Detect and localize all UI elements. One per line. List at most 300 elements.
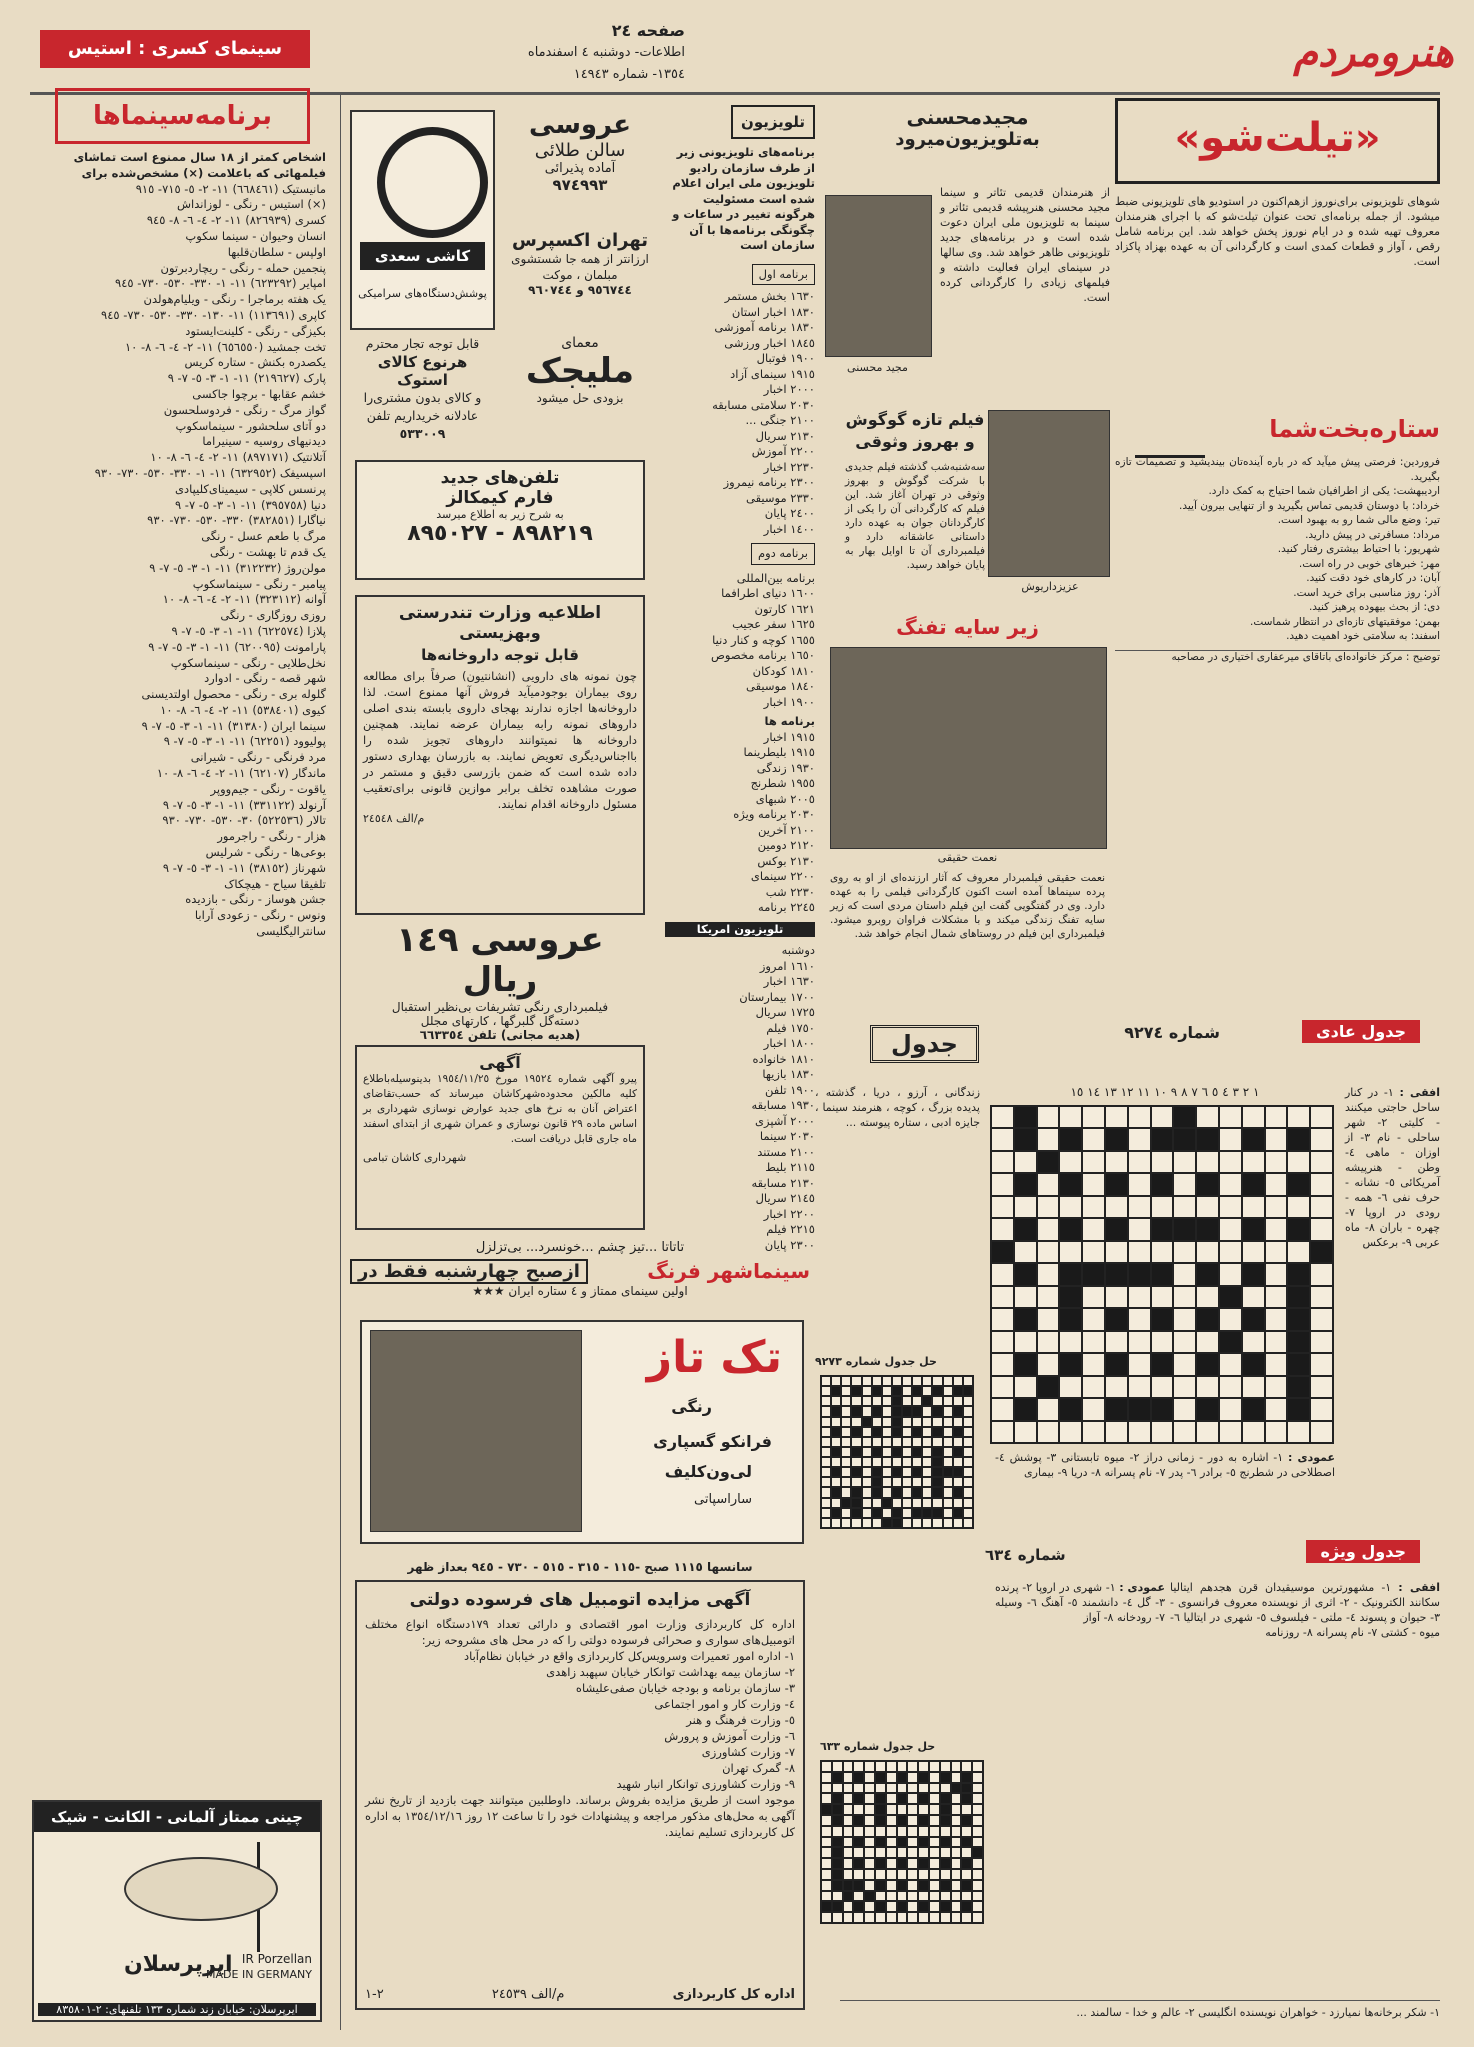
mohseni-article (825, 105, 1110, 405)
stock-line3: و کالای بدون مشتری‌را (363, 390, 482, 405)
special-crossword (815, 1540, 1440, 2030)
wedding2-ad (355, 920, 645, 1040)
grid-cell (952, 1848, 961, 1857)
googoosh-caption: عزیزداریوش (1021, 580, 1079, 593)
grid-cell (822, 1913, 831, 1922)
tv-item: ١٩٣٠ مسابقه (751, 1098, 815, 1112)
grid-cell (1311, 1242, 1332, 1262)
listing-item: بکیزگی - رنگی - کلینت‌ایستود (185, 323, 326, 338)
grid-cell (933, 1397, 941, 1405)
grid-cell (1015, 1422, 1036, 1442)
grid-cell (1243, 1242, 1264, 1262)
grid-cell (844, 1762, 853, 1771)
grid-cell (1243, 1354, 1264, 1374)
horoscope-footer: توضیح : مرکز خانواده‌ای باتاقای میرعفاری اختیاری در مصاحبه (1115, 650, 1440, 663)
grid-cell (873, 1499, 881, 1507)
grid-cell (954, 1418, 962, 1426)
grid-cell (1015, 1332, 1036, 1352)
listing-item: سینما ایران (٣١٣٨٠) ١١- ١- ٣- ٥- ٧- ٩ (141, 718, 326, 733)
grid-cell (1060, 1422, 1081, 1442)
grid-cell (1152, 1309, 1173, 1329)
grid-cell (883, 1509, 891, 1517)
grid-cell (833, 1794, 842, 1803)
grid-cell (962, 1784, 971, 1793)
listing-item: روزی روزگاری - رنگی (220, 608, 326, 623)
grid-cell (898, 1816, 907, 1825)
grid-cell (923, 1458, 931, 1466)
grid-cell (832, 1387, 840, 1395)
ministry-subtitle: وبهزیستی (459, 623, 541, 642)
googoosh-title: فیلم تازه گوگوش (845, 410, 985, 429)
grid-cell (1038, 1219, 1059, 1239)
grid-cell (941, 1805, 950, 1814)
grid-cell (876, 1892, 885, 1901)
tv-item: ٢١١٥ بلیط (765, 1160, 815, 1174)
grid-cell (822, 1478, 830, 1486)
grid-cell (933, 1448, 941, 1456)
grid-cell (1152, 1242, 1173, 1262)
wedding-phone: ٩٧٤٩٩٣ (552, 176, 608, 194)
grid-cell (1174, 1354, 1195, 1374)
grid-cell (854, 1827, 863, 1836)
cinema-ad-cast1: فرانکو گسپاری (653, 1432, 772, 1451)
grid-cell (923, 1418, 931, 1426)
grid-cell (1174, 1422, 1195, 1442)
grid-cell (908, 1913, 917, 1922)
grid-cell (973, 1881, 982, 1890)
grid-cell (1129, 1107, 1150, 1127)
ministry-title: اطلاعیه وزارت تندرستی (398, 603, 602, 623)
grid-cell (852, 1499, 860, 1507)
tv-item: ١٩١٥ سینمای آزاد (730, 366, 815, 381)
kashi-logo (377, 127, 488, 238)
grid-cell (941, 1827, 950, 1836)
grid-cell (964, 1519, 972, 1527)
tv-item: ٢٠٣٠ سلامتی مسابقه (712, 397, 815, 412)
grid-cell (908, 1827, 917, 1836)
grid-cell (833, 1892, 842, 1901)
tv-america-label: تلویزیون امریکا (665, 922, 815, 938)
grid-cell (962, 1827, 971, 1836)
tv-channel2-label: برنامه دوم (751, 543, 815, 565)
horoscope-item: خرداد: با دوستان قدیمی تماس بگیرید و از تنهایی بیرون آیید. (1179, 499, 1440, 512)
crossword-number: شماره ٩٢٧٤ (1124, 1023, 1220, 1042)
horoscope-item: اسفند: به سلامتی خود اهمیت دهید. (1286, 630, 1440, 642)
grid-cell (1015, 1174, 1036, 1194)
auction-item: ٧- وزارت کشاورزی (701, 1745, 795, 1759)
tv-item: ١٩٠٠ تلفن (765, 1082, 815, 1097)
tv-item: ١٦٢٥ سفر عجیب (732, 617, 815, 631)
auction-code: ٢-١ (365, 1987, 384, 2002)
grid-cell (952, 1892, 961, 1901)
grid-cell (887, 1773, 896, 1782)
grid-cell (903, 1397, 911, 1405)
grid-cell (1152, 1422, 1173, 1442)
grid-cell (822, 1397, 830, 1405)
grid-cell (822, 1428, 830, 1436)
grid-cell (941, 1784, 950, 1793)
grid-cell (1106, 1107, 1127, 1127)
tv-item: ٢٢٠٠ آموزش (751, 444, 815, 458)
grid-cell (908, 1805, 917, 1814)
grid-cell (1083, 1287, 1104, 1307)
scales-icon (1135, 385, 1205, 458)
grid-cell (873, 1377, 881, 1385)
grid-cell (863, 1377, 871, 1385)
grid-cell (1220, 1399, 1241, 1419)
grid-cell (933, 1387, 941, 1395)
stock-phone: ٥٣٣٠٠٩ (399, 426, 446, 441)
grid-cell (1266, 1399, 1287, 1419)
grid-cell (964, 1458, 972, 1466)
grid-cell (973, 1892, 982, 1901)
grid-cell (964, 1407, 972, 1415)
grid-cell (1060, 1219, 1081, 1239)
grid-cell (1311, 1197, 1332, 1217)
tv-item: ٢١٠٠ جنگی ... (745, 413, 815, 427)
notice-signature: شهرداری کاشان تبامی (363, 1151, 467, 1164)
grid-cell (863, 1499, 871, 1507)
cinema-ad-color: رنگی (671, 1397, 712, 1416)
grid-cell (887, 1902, 896, 1911)
gun-shadow-photo (830, 647, 1107, 849)
grid-cell (863, 1428, 871, 1436)
grid-cell (863, 1478, 871, 1486)
grid-cell (992, 1129, 1013, 1149)
grid-cell (1266, 1152, 1287, 1172)
express-body: ارزانتر از همه جا شستشوی مبلمان ، موکت (511, 252, 649, 282)
grid-cell (1311, 1152, 1332, 1172)
grid-cell (973, 1848, 982, 1857)
grid-cell (1266, 1309, 1287, 1329)
tv-item: ٢٢١٥ فیلم (766, 1222, 815, 1236)
grid-cell (908, 1859, 917, 1868)
tv-item: ٢٠٣٠ سینما (759, 1129, 815, 1143)
crossword-across-label: افقی : (1399, 1086, 1440, 1099)
tv-item: ١٧٠٠ بیمارستان (739, 989, 815, 1004)
grid-cell (844, 1870, 853, 1879)
grid-cell (833, 1838, 842, 1847)
grid-cell (844, 1794, 853, 1803)
tv-item: ١٦٣٠ بخش مستمر (724, 289, 815, 303)
crossword-down-text: ١- اشاره به دور - زمانی دراز ٢- میوه تابستانی ٣- پوشش ٤- اصطلاحی در شطرنج ٥- برادر ٦- پدر ٧- نام پسرانه ٨- دریا ٩- بیماری (995, 1451, 1335, 1479)
grid-cell (1129, 1174, 1150, 1194)
grid-cell (832, 1468, 840, 1476)
grid-cell (919, 1816, 928, 1825)
grid-cell (1288, 1264, 1309, 1284)
grid-cell (876, 1827, 885, 1836)
grid-cell (1220, 1152, 1241, 1172)
grid-cell (933, 1488, 941, 1496)
grid-cell (898, 1881, 907, 1890)
grid-cell (822, 1448, 830, 1456)
grid-cell (1060, 1399, 1081, 1419)
grid-cell (844, 1838, 853, 1847)
grid-cell (1152, 1399, 1173, 1419)
grid-cell (898, 1838, 907, 1847)
grid-cell (944, 1418, 952, 1426)
tv-item: ١٨١٠ کودکان (752, 663, 815, 678)
grid-cell (944, 1478, 952, 1486)
grid-cell (992, 1174, 1013, 1194)
grid-cell (933, 1438, 941, 1446)
grid-cell (1174, 1152, 1195, 1172)
grid-cell (908, 1762, 917, 1771)
grid-cell (1174, 1399, 1195, 1419)
grid-cell (1129, 1129, 1150, 1149)
grid-cell (1266, 1174, 1287, 1194)
publication-line: اطلاعات- دوشنبه ٤ اسفندماه (527, 45, 685, 60)
grid-cell (913, 1478, 921, 1486)
grid-cell (854, 1902, 863, 1911)
grid-cell (898, 1762, 907, 1771)
listing-item: کسری (٨٢٦٩٣٩) ١١- ٢- ٤- ٦- ٨- ٩٤٥ (146, 213, 326, 228)
grid-cell (893, 1499, 901, 1507)
grid-cell (1152, 1152, 1173, 1172)
grid-cell (903, 1478, 911, 1486)
grid-cell (962, 1805, 971, 1814)
grid-cell (933, 1478, 941, 1486)
listing-item: مرگ با طعم عسل - رنگی (201, 529, 326, 544)
listing-item: نخل‌طلایی - رنگی - سینماسکوپ (170, 655, 326, 670)
grid-cell (930, 1881, 939, 1890)
grid-cell (865, 1827, 874, 1836)
tv-logo: تلویزیون (731, 105, 815, 139)
grid-cell (1083, 1377, 1104, 1397)
express-ad (505, 230, 655, 330)
gun-shadow-article (825, 615, 1110, 1005)
googoosh-subtitle: و بهروز وثوقی (855, 432, 975, 451)
grid-cell (1038, 1129, 1059, 1149)
grid-cell (930, 1816, 939, 1825)
grid-cell (852, 1397, 860, 1405)
grid-cell (964, 1468, 972, 1476)
grid-cell (898, 1892, 907, 1901)
grid-cell (908, 1838, 917, 1847)
grid-cell (1129, 1264, 1150, 1284)
grid-cell (1015, 1399, 1036, 1419)
grid-cell (822, 1794, 831, 1803)
grid-cell (992, 1377, 1013, 1397)
grid-cell (930, 1762, 939, 1771)
grid-cell (919, 1848, 928, 1857)
grid-cell (873, 1418, 881, 1426)
grid-cell (1288, 1399, 1309, 1419)
grid-cell (1311, 1422, 1332, 1442)
grid-cell (919, 1762, 928, 1771)
grid-cell (992, 1242, 1013, 1262)
grid-cell (1288, 1129, 1309, 1149)
puzzle-title: معمای (561, 335, 599, 351)
grid-cell (854, 1913, 863, 1922)
grid-cell (1220, 1174, 1241, 1194)
wedding2-title: عروسی ١٤٩ ریال (396, 920, 604, 1000)
grid-cell (973, 1902, 982, 1911)
grid-cell (883, 1468, 891, 1476)
auction-item: ١- اداره امور تعمیرات وسرویس‌کل کاربردازی واقع در خیابان نظام‌آباد (463, 1649, 795, 1663)
cinema-listings-title: برنامه‌سینماها (55, 88, 310, 144)
grid-cell (944, 1509, 952, 1517)
grid-cell (1220, 1107, 1241, 1127)
grid-cell (893, 1438, 901, 1446)
grid-cell (944, 1519, 952, 1527)
tv-channel1-label: برنامه اول (752, 264, 815, 286)
listing-item: شهرناز (٣٨١٥٢) ١١- ١- ٣- ٥- ٧- ٩ (162, 860, 326, 875)
grid-cell (876, 1913, 885, 1922)
horoscope-item: بهمن: موفقیتهای تازه‌ای در انتظار شماست. (1249, 615, 1440, 628)
grid-cell (898, 1913, 907, 1922)
porcelain-plate-icon (124, 1857, 278, 1921)
grid-cell (954, 1397, 962, 1405)
tv-item: ٢٢٣٠ اخبار (763, 459, 815, 474)
horoscope-item: مرداد: مسافرتی در پیش دارید. (1305, 528, 1440, 541)
grid-cell (883, 1397, 891, 1405)
grid-cell (898, 1902, 907, 1911)
grid-cell (913, 1499, 921, 1507)
grid-cell (919, 1881, 928, 1890)
grid-cell (1174, 1332, 1195, 1352)
tv-item: ٢٣٣٠ موسیقی (746, 490, 815, 505)
porcelain-made-in: MADE IN GERMANY (206, 1968, 312, 1981)
grid-cell (873, 1438, 881, 1446)
horoscope-title: ستاره‌بخت‌شما (1269, 415, 1440, 443)
grid-cell (1083, 1197, 1104, 1217)
grid-cell (833, 1773, 842, 1782)
listing-item: یک هفته برماجرا - رنگی - ویلیام‌هولدن (143, 292, 326, 307)
auction-item: ٦- وزارت آموزش و پرورش (664, 1729, 795, 1743)
grid-cell (930, 1870, 939, 1879)
grid-cell (1129, 1219, 1150, 1239)
kashi-brand: کاشی سعدی (360, 242, 485, 270)
grid-cell (923, 1509, 931, 1517)
grid-cell (893, 1458, 901, 1466)
grid-cell (865, 1870, 874, 1879)
grid-cell (833, 1827, 842, 1836)
listing-item: تلفیقا سیاح - هیچکاک (224, 876, 326, 891)
grid-cell (1129, 1197, 1150, 1217)
tv-item: ١٦٣٠ اخبار (763, 974, 815, 988)
grid-cell (832, 1519, 840, 1527)
grid-cell (962, 1881, 971, 1890)
phones-numbers: ٨٩٨٢١٩ - ٨٩٥٠٢٧ (407, 521, 593, 546)
cinema-name-box: سینمای کسری : استیس (40, 30, 310, 68)
grid-cell (944, 1458, 952, 1466)
wedding-line2: آماده پذیرائی (544, 161, 616, 176)
grid-cell (1288, 1174, 1309, 1194)
auction-body: اداره کل کاربردازی وزارت امور اقتصادی و دارائی تعداد ١٧٩دستگاه انواع مختلف اتومبیل‌های سواری و صحرائی فرسوده دولتی را که در محل های مشروحه زیر: (365, 1617, 796, 1647)
grid-cell (919, 1773, 928, 1782)
grid-cell (954, 1488, 962, 1496)
tv-item: ١٩٠٠ اخبار (763, 694, 815, 709)
grid-cell (822, 1784, 831, 1793)
grid-cell (887, 1838, 896, 1847)
grid-cell (854, 1881, 863, 1890)
grid-cell (822, 1438, 830, 1446)
grid-cell (1243, 1332, 1264, 1352)
grid-cell (1243, 1422, 1264, 1442)
grid-cell (1038, 1197, 1059, 1217)
grid-cell (833, 1848, 842, 1857)
grid-cell (952, 1784, 961, 1793)
puzzle-name: ملیجک (525, 351, 635, 391)
grid-cell (844, 1902, 853, 1911)
grid-cell (1311, 1354, 1332, 1374)
crossword-prev-grid (820, 1375, 974, 1529)
grid-cell (1266, 1219, 1287, 1239)
grid-cell (842, 1418, 850, 1426)
googoosh-body: سه‌شنبه‌شب گذشته فیلم جدیدی با شرکت گوگوش و بهروز وثوقی در تهران آغاز شد. این فیلم که کارگردانی آن را یکی از کارگردانان جوان به عهده دارد داستانی عاشقانه دارد و فیلمبرداری آن تا اوایل بهار به پایان خواهد رسید. (845, 461, 985, 571)
grid-cell (954, 1509, 962, 1517)
cinema-ad-times: سانسها ١١١٥ صبح -١١٥ - ٣١٥ - ٥١٥ - ٧٣٠ - ٩٤٥ بعداز ظهر (407, 1560, 753, 1574)
grid-cell (903, 1407, 911, 1415)
grid-cell (865, 1762, 874, 1771)
porcelain-ad (32, 1800, 322, 2022)
grid-cell (1060, 1264, 1081, 1284)
grid-cell (887, 1762, 896, 1771)
grid-cell (1015, 1197, 1036, 1217)
listing-item: ونوس - رنگی - زعودی آرابا (194, 908, 326, 923)
column-divider (340, 95, 341, 2030)
grid-cell (964, 1478, 972, 1486)
grid-cell (1106, 1422, 1127, 1442)
grid-cell (1197, 1219, 1218, 1239)
grid-cell (873, 1448, 881, 1456)
grid-cell (863, 1387, 871, 1395)
grid-cell (1311, 1399, 1332, 1419)
grid-cell (1197, 1107, 1218, 1127)
grid-cell (1197, 1242, 1218, 1262)
grid-cell (1038, 1332, 1059, 1352)
listing-item: آرنولد (٣٣١١٢٢) ١١- ١- ٣- ٥- ٧- ٩ (162, 797, 326, 812)
grid-cell (898, 1773, 907, 1782)
listing-item: پرنسس کلاپی - سیمینای‌کلیپادی (175, 481, 326, 496)
listing-item: یاقوت - رنگی - جیم‌ووپر (210, 781, 326, 796)
grid-cell (883, 1488, 891, 1496)
ministry-ad (355, 595, 645, 915)
grid-cell (944, 1377, 952, 1385)
grid-cell (913, 1428, 921, 1436)
listing-item: دو آتای سلحشور - سینماسکوپ (175, 418, 326, 433)
tv-item: ٢٢٣٠ شب (765, 884, 815, 899)
grid-cell (903, 1499, 911, 1507)
grid-cell (941, 1773, 950, 1782)
grid-cell (944, 1499, 952, 1507)
grid-cell (833, 1870, 842, 1879)
tv-item: ١٨٣٠ اخبار استان (731, 304, 815, 319)
grid-cell (893, 1428, 901, 1436)
grid-cell (1106, 1197, 1127, 1217)
grid-cell (893, 1387, 901, 1395)
crossword-badge: جدول (870, 1025, 979, 1063)
mohseni-photo (825, 195, 932, 357)
grid-cell (1152, 1129, 1173, 1149)
grid-cell (919, 1838, 928, 1847)
grid-cell (873, 1407, 881, 1415)
grid-cell (1243, 1309, 1264, 1329)
grid-cell (852, 1458, 860, 1466)
grid-cell (844, 1816, 853, 1825)
auction-ad (355, 1580, 805, 2010)
grid-cell (973, 1859, 982, 1868)
grid-cell (854, 1838, 863, 1847)
special-footer: ١- شکر برخانه‌ها نمیارزد - خواهران نویسنده انگلیسی ٢- عالم و خدا - سالمند ... (840, 2000, 1440, 2020)
grid-cell (1083, 1264, 1104, 1284)
grid-cell (913, 1418, 921, 1426)
grid-cell (833, 1784, 842, 1793)
grid-cell (833, 1816, 842, 1825)
grid-cell (844, 1784, 853, 1793)
grid-cell (962, 1913, 971, 1922)
